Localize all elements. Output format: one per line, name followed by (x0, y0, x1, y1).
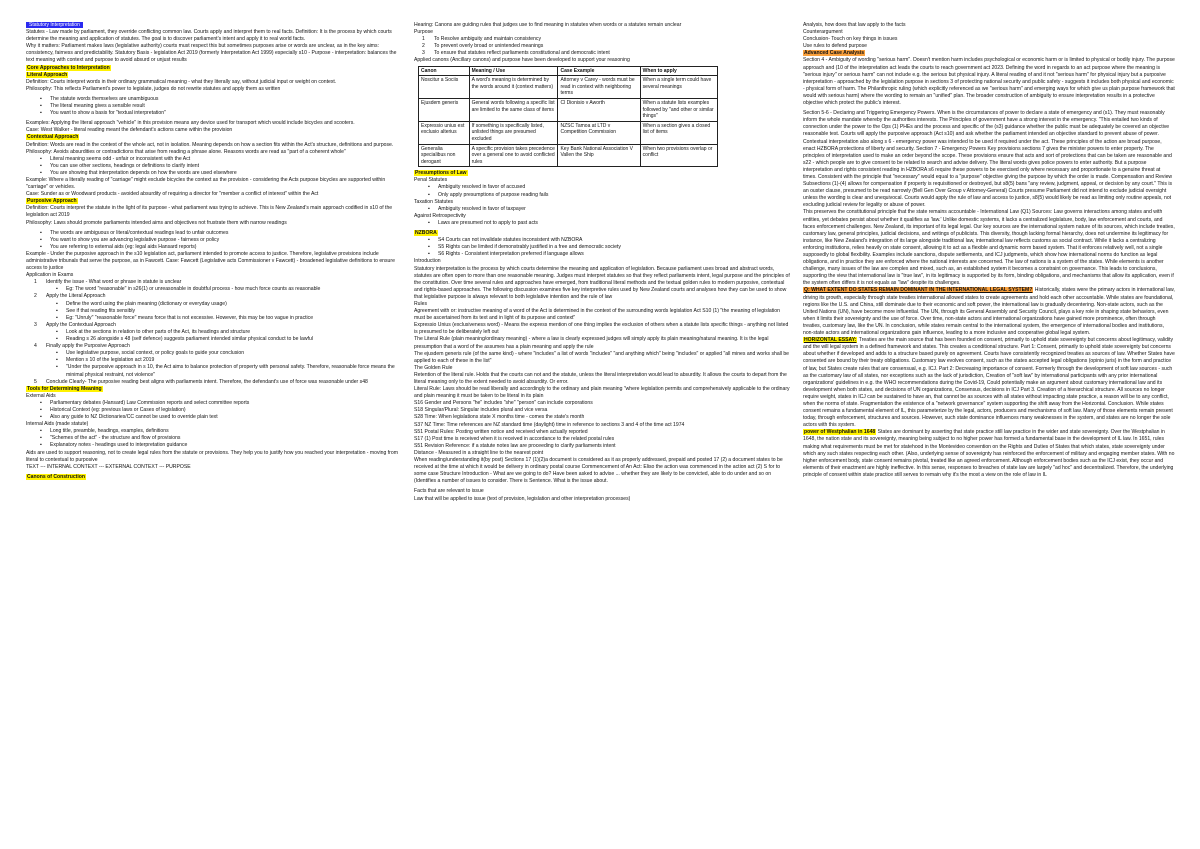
list-item: ▪ Long title, preamble, headings, examples, definitions (26, 428, 400, 435)
essay-highlight: HORIZONTAL ESSAY: (804, 337, 857, 344)
list-item: ▪ Use legislative purpose, social context, or policy goals to guide your conclusion (26, 350, 400, 357)
list-item: ▪ Parliamentary debates (Hansard) Law Commission reports and select committee reports (26, 400, 400, 407)
list-item: ▪ Historical Context (eg: previous laws or Cases of legislation) (26, 407, 400, 414)
list-item: ▪ You are referring to external aids (eg: legal aids Hansard reports) (26, 244, 400, 251)
table-cell: When two provisions overlap or conflict (640, 144, 717, 167)
para-serious-harm: Section 4 - Ambiguity of wording "serious harm". Doesn't mention harm includes psychological or economic harm or is limited to physical or bodily injury. The purpose approach and (10 of the interpretation act leads the courts to reach government act 2023. Defining the word in regards to an act purpose where the meaning is "serious injury" or serious harm" can not include e.g. the serious but physical injury. A literal reading of and it not "serious harm" for physical injury but a purposive interpretation - approached by the legislation purpose in sections 3 of protecting national security and public safety - suggests it includes both physical and economic - physical form of harm. The Philanthropic ruling (which explicitly referenced as we "serious harm" and emerging ways for which give us plain purpose framework that would with serious harm) where the wording to remain an "unified" plan. The broader construction of ambiguity to ensure interpretation results in a protective objective which protect the public's interest. (803, 57, 1175, 107)
s17-line: S17 (1) Post time is received when it is received in accordance to the related postal rules (414, 435, 615, 442)
question-highlight: Q: WHAT EXTENT DO STATES REMAIN DOMINANT IN THE INTERNATIONAL LEGAL SYSTEM? (804, 287, 1033, 294)
list-item: ▪ You want to show a basis for "textual interpretation" (26, 110, 400, 117)
column-2 (414, 22, 790, 842)
golden-label: The Golden Rule (414, 364, 453, 371)
golden-para: Retention of the literal rule. Holds that the courts can not and the statute, unless the literal interpretation would lead to absurdity. It allows the courts to depart from the literal meaning only to the extent needed to avoid absurdity. Or error. (414, 371, 787, 385)
literal-case: Case: West Walker - literal reading meant the defendant's actions came within the provision (26, 127, 233, 134)
title-block: Statutory Interpretation (26, 22, 83, 28)
s37-line: S37 NZ Time: Time references are NZ standard time (daylight) time in reference to sections 3 and 4 of the time act 1974 (414, 421, 685, 428)
list-item: ▪ You can use other sections, headings or definitions to clarify intent (26, 163, 400, 170)
list-item: ▪ The literal meaning gives a sensible result (26, 103, 400, 110)
para-international: This preserves the constitutional principle that the state remains accountable - International Law (Q1) Sources: Law governs interactions among states and with entities, yet debates persist about whether it qualifies as 'law.' Unlike domestic systems, it lacks a centralized legislature, body, law enforcement and courts, and faces enforcement challenges. New Zealand, its important of its legal legal. Our key sources are the international system nature of its sources, which include treaties, customary law, general principles, judicial decisions, and writings of publicists. This diversity, though lacking formal hierarchy, does not undermine its legitimacy for instance, like New Zealand's integration of its large alongside traditional law, international law reflects customs as social contract. While it lacks a centralizing enforcing institutions, relies heavily on state consent, allowing it to act as a flexible and dynamic norm based system. That it enforces relatively well, not a single supposedly to global flexibility. Examples include sanctions, dispute settlements, and ICJ judgments, which show how international norms do function as legal obligations, and in practice they are enforced where the national interests are concerned. The law of nations is a system of the states. While elements is another challenge, many issues of the law are complex and mixed, such as, an established system it becomes a constraint on governance. This leads to conclusions, supporting the view that international law is "true law", in its legitimacy is supported by its form, binding obligations, and mechanisms that allow its application, even if the system often differs it is not equals as "law" despite its challenges. (803, 209, 1175, 287)
para-dominance: Historically, states were the primary actors in international law, driving its growth, especially through state treaties international allowed states to create agreements and hold each other accountable. While states are foundational, regions like the U.S. and China, still dominate due to their economic and soft power, the international law is gradually decentering. Non-state actors, such as the United Nations (UN), have become more influential. The UN, through its General Assembly and Security Council, plays a key role in shaping state behaviors, even when it limits their sovereignty and the use of force. Over time, non-state actors and international organizations have gained more prominence, often through treaties, customary law, like the UN. In conclusion, while states remain central to the international system, the emergence of international bodies and institutions, non-state actors and international organizations gain influence, leading to a more inclusive and cooperative global legal system. (803, 287, 1175, 337)
rules-label: Rules (414, 300, 428, 307)
intro-text: Statutes - Law made by parliament, they override conflicting common law. Courts apply and interpret them to real facts. Definition: It is the process by which courts determine the meaning and application of statutes. The goal is to discover parliament's intent and apply it to real world facts. (26, 29, 392, 43)
list-item: ▪ The statute words themselves are unambiguous (26, 96, 400, 103)
literal-def: Definition: Courts interpret words in their ordinary grammatical meaning - what they literally say, without judicial input or weight on context. (26, 78, 337, 85)
s16-line: S16 Gender and Persons "he" includes "she" "person" can include corporations (414, 400, 593, 407)
retro-label: Against Retrospectivity (414, 212, 466, 219)
text-line: TEXT --- INTERNAL CONTEXT --- EXTERNAL CONTEXT --- PURPOSE (26, 463, 191, 470)
list-item: ▪ Eg: "Unruly" "reasonable force" means force that is not excessive. However, this may be too vague in practice (26, 315, 400, 322)
s18-line: S18 Singular/Plural: Singular includes plural and vice versa (414, 407, 548, 414)
penal-label: Penal Statutes (414, 177, 448, 184)
top-line: Use rules to defend purpose (803, 43, 867, 50)
table-cell: General words following a specific list are limited to the same class of items (469, 98, 558, 121)
table-cell: A word's meaning is determined by the words around it (context matters) (469, 76, 558, 99)
table-cell: When a single term could have several meanings (640, 76, 717, 99)
table-cell: Cl Dionisio v Aworth (558, 98, 640, 121)
table-cell: When a section gives a closed list of items (640, 121, 717, 144)
list-item: 1 To Resolve ambiguity and maintain consistency (422, 36, 542, 43)
intro-label: Introduction (414, 258, 441, 265)
internal-note: Aids are used to support reasoning, not to create legal rules from the statute or provisions. They help you to justify how you reached your interpretation - moving from literal to contextual to purposive (26, 449, 398, 463)
table-row (419, 76, 718, 99)
nzbora-heading: NZBORA (415, 230, 437, 237)
core-heading: Core Approaches to Interpretation (27, 64, 110, 71)
contextual-case: Case: Sunder as or Woodward products - avoided absurdity of requiring a director for "member a conflict of interest" within the Act (26, 191, 319, 198)
para-essay: Treaties are the main source that has been founded on consent, primarily to uphold state sovereignty but concerns about legitimacy, validity and the will legal system in a defined framework and states. This creates a conditional structure. Part 1: Consent, primarily to uphold state sovereignty but concerns about whether if developed and adds to a structure based purely on agreement. Courts have consistently recognized treaties as sources of law. Whether States have consented are bound by their treaty obligations. Customary law evolves consent, such as the states accepted legal obligations (opinio juris) in the form and practice of law, but States create rules that are consensual, e.g. ICJ. Part 2: Decreasing importance of consent. Formerly through the development of soft law sources - such as the customary law of all states, nor exceptions such as the lack of jurisdiction, Creation of "soft law" by international participants with any prior international organizations' guidelines in e.g. the WHO recommendations during the Covid-19, Could potentially make an argument about customary international law and its development when both states, and decisions of UN organizations, Consensus, decisions in ICJ Part 3. Creation of a hierarchical structure. All sources no longer require weight, states in ICJ can be sustained to have an, that cannot be as sources with all states without impacting state practice, a reason will be to any conflict, when the norms of state. Fragmentation the existence of a "network governance" system supporting the shift away from the Horizontal. Conclusion. While states consent remains a fundamental element of IL, this parameterize by the legal, actors, producers and mechanisms of soft law. Many of those elements remain present today, through enforcement, structures and sources. However, such state dominance influences many weaknesses in the system, and states are no longer the sole actors with this system. (803, 337, 1175, 429)
table-row (419, 144, 718, 167)
list-item: 5 Conclude Clearly- The purposive reading best aligns with parliaments intent. Therefore, the defendant's use of force was reasonable under s48 (34, 378, 368, 385)
list-item: ▪ You want to show you are advancing legislative purpose - fairness or policy (26, 237, 400, 244)
canons-heading: Canons of Construction (27, 473, 86, 480)
applied-line: Applied canons (Ancillary canons) and purpose have been developed to support your reasoning (414, 57, 630, 64)
rules-para: Agreement with or: instructive meaning of a word of the Act is determined in the context of the surrounding words legislation Act S10 (1) "the meaning of legislation must be ascertained from its text and in light of its purpose and context" (414, 308, 780, 322)
liberal-para: Literal Rule: Laws should be read liberally and accordingly to the ordinary and plain meaning "where legislation permits and comprehensively applicable to the ordinary and plain meaning it must be taken to be literal in its plain (414, 386, 790, 400)
list-item: ▪ S5 Rights can be limited if demonstrably justified in a free and democratic society (414, 244, 790, 251)
list-item: 1 Identify the issue - What word or phrase in statute is unclear (34, 279, 182, 286)
ejusdem-para: The ejusdem generis rule (of the same kind) - where "includes" a list of words "includes" "and anything which" being "includes" or applied "all mines and works shall be applied to each of these in the list" (414, 350, 790, 364)
advanced-heading: Advanced Case Analysis (804, 50, 865, 57)
tools-heading: Tools for Determining Meaning (27, 385, 102, 392)
list-item: ▪ You are showing that interpretation depends on how the words are used elsewhere (26, 170, 400, 177)
table-cell: Generalia specialibus non derogant (419, 144, 470, 167)
literal-heading: Literal Approach (27, 71, 68, 78)
literal-rule-para: The Literal Rule (plain meaning/ordinary meaning) - where a law is clearly expressed judges will simply apply its plain meaning/natural meaning. It is the legal presumption that a word of the assumes has a plain meaning and apply the rule (414, 336, 769, 350)
expressio-para: Expressio Unius (exclusiveness word) - Means the express mention of one thing implies the exclusion of others when a statute lists specific things - anything not listed is presumed to be deliberately left out (414, 322, 789, 336)
intro-para: Statutory interpretation is the process by which courts determine the meaning and application of legislation. Because parliament uses broad and abstract words, statutes are often open to more than one reasonable meaning. Judges must interpret statutes so that they reflect parliaments intent, legal purpose and the principles of the constitution. Over time several rules and approaches have emerged, from traditional literal methods and the textual golden rules to modern purposive, contextual and rights-based approaches. The following discussion examines five key interpretive rules used by New Zealand courts and analyses how they can be used to show that legislative purpose is always relevant to both legislative intention and the rule of law (414, 265, 790, 300)
table-row (419, 98, 718, 121)
list-item: ▪ Also any guide to NZ Dictionaries/CC cannot be used to override plain text (26, 414, 400, 421)
list-item: 3 To ensure that statutes reflect parliaments constitutional and democratic intent (422, 50, 610, 57)
external-aids-label: External Aids (26, 392, 56, 399)
list-item: ▪ Only apply presumptions of purpose reading fails (414, 192, 790, 199)
table-cell: Attorney v Carey - words must be read in context with neighboring terms (558, 76, 640, 99)
list-item: ▪ See if that reading fits sensibly (26, 308, 400, 315)
purposive-heading: Purposive Approach (27, 198, 77, 205)
presumptions-heading: Presumptions of Law (415, 170, 467, 177)
list-item: ▪ Mention s 10 of the legislation act 2019 (26, 357, 400, 364)
column-1 (26, 22, 400, 842)
table-header: Case Example (558, 66, 640, 76)
application-heading: Application in Exams (26, 272, 74, 279)
table-cell: Ejusdem generis (419, 98, 470, 121)
list-item: 2 To prevent overly broad or unintended meanings (422, 43, 544, 50)
list-item: ▪ Look at the sections in relation to other parts of the Act, its headings and structure (26, 329, 400, 336)
purposive-def: Definition: Courts interpret the statute in the light of its purpose - what parliament was trying to achieve. This is New Zealand's main approach codified in s10 of the legislation act 2019 (26, 205, 393, 219)
list-item: ▪ Explanatory notes - headings used to interpretation guidance (26, 442, 400, 449)
table-row (419, 121, 718, 144)
column-3 (803, 22, 1175, 842)
table-cell: If something is specifically listed, unlisted things are presumed excluded (469, 121, 558, 144)
list-item: ▪ Ambiguity resolved in favor of taxpayer (414, 206, 790, 213)
top-line: Analysis, how does that law apply to the facts (803, 22, 906, 28)
table-cell: NZSC Tamoa at LTD v Competition Commission (558, 121, 640, 144)
contextual-example: Example: Where a literally reading of "carriage" might exclude bicycles the context as the provision - considering the Acts purpose bicycles are supported within "carriage" or vehicles. (26, 176, 386, 191)
s51b-line: S51 Revision Reference: if a statute notes law are proceeding to clarify parliaments intent (414, 442, 616, 449)
internal-aids-label: Internal Aids (made statute) (26, 421, 89, 428)
list-item: ▪ Define the word using the plain meaning (dictionary or everyday usage) (26, 301, 400, 308)
table-header-row (419, 66, 718, 76)
table-cell: Key Bank National Association V Vallen the Ship (558, 144, 640, 167)
table-cell: Noscitur a Sociis (419, 76, 470, 99)
table-header: Canon (419, 66, 470, 76)
prop-para: When reading/understanding it(by post) Sections 17 (1)(2)a document is considered as it as properly addressed, prepaid and posted 17 (2) a document states to be received at the time at which it would be delivery in ordinary postal course Commencement of An Act: Eliso the action was commenced in the action act (2) S for to some case Structure Introduction - What are we going to do? Have been asked to advise ... whether they are likely to be convicted, able to do under and so on (Identifies a number of issues to consider. There is Sentence. What is the issue about. (414, 457, 783, 485)
list-item: 2 Apply the Literal Approach (34, 293, 106, 300)
s28-line: S28 Time: When legislations state X months time - comes the state's month (414, 414, 585, 421)
list-item: ▪ "Under the purposive approach in s 10, the Act aims to balance protection of property with personal safety. Therefore, reasonable force means the minimal physical restraint, not violence" (26, 364, 400, 378)
contextual-def: Definition: Words are read in the context of the whole act, not in isolation. Meaning depends on how a section fits within the Act's structure, definitions and purpose. (26, 141, 394, 148)
literal-phil: Philosophy: This reflects Parliament's power to legislate, judges do not rewrite statutes and apply them as written (26, 85, 281, 92)
para-emergency: Section 5-6 - Declaring and Triggering Emergency Powers. When is the circumstances of power to declare a state of emergency and (s1). They must reasonably inform the whole mandate whereby the authorities interests. The Principles of government have a strong interest in the emergency. "This entailed two kinds of connection under the power to the Ops (1) PHEs and the process and specific of the (s3) guidance whether the public must be adequately be covered an objective reasonable test. Courts will apply the purposive approach (Act s10) and ask whether the parliament intended an objective standard to prevent abuse of power. Contextual interpretation also along s 6 - emergency power was intended to be used if required under the act. These principles of the action are broad purpose, enact HZBORA protections of liberty and security. Section 7 - Emergency Powers Key provisions sections 7 gives the minister powers to enter property. The principles of interpretation used to make an order beyond the scope. These provisions ensure that acts and sort of protections that can be taken are reasonable and s22 - which people are to give consent to be related to search and advise delivery. The literal words gives police powers to enter authority. But a purpose interpretation and rights consistent reading in HZBORA s6 require these powers to be exercised only where necessary and proportionate to a genuine threat at times. Consistent with the principle that "necessary" would equal to a "purpose" objective giving the purpose by which the order is made. Compensation and Review (803, 110, 1173, 180)
contextual-heading: Contextual Approach (27, 134, 79, 141)
facts-label: Facts that are relevant to issue (414, 488, 484, 495)
table-header: When to apply (640, 66, 717, 76)
para-westphalia: States are dominant by asserting that state practice still law practice in the wider and state sovereignty. Over the Westphalian in 1648, the nation state and its sovereignty, meaning being subject to no higher power has formed a fundamental base in the development of IL law. In 1651, rules making what requirements must be met for statehood in the Montevideo convention on the Rights and Duties of States that which states, state sovereignty under which any such states respecting each other. (Also, underlying sense of sovereignty has reinforced the enforcement of military and engaging member states. With no higher enforcement body, state consent remains pivotal, treated like an agreed enforcement. Although enforcement bodies such as the ICJ exist, they occur and elements of their enactment are highly ineffective. In this sense, responses to breaches of state law are largely "ad hoc" and decentralized. Therefore, the underlying principle of consent within state practice still serves to remain why it's the most a view on the role of law in IL (803, 429, 1175, 478)
table-cell: Expressio unius est exclusio alterius (419, 121, 470, 144)
list-item: 3 Apply the Contextual Approach (34, 321, 116, 328)
s51-line: S51 Postal Rules: Posting written notice and received when actually reported (414, 428, 588, 435)
canons-table (418, 66, 718, 168)
list-item: ▪ Eg: The word "reasonable" in s26(1) or unreasonable in doubtful process - how much force counts as reasonable (26, 286, 400, 293)
distance-line: Distance - Measured in a straight line to the nearest point (414, 449, 544, 456)
hearing-text: Hearing: Canons are guiding rules that judges use to find meaning in statutes when words or a statutes remain unclear (414, 22, 682, 28)
facts-para: Law that will be applied to issue (text of provision, legislation and other interpretation processes) (414, 495, 631, 502)
purpose-label: Purpose (414, 29, 433, 36)
list-item: ▪ S6 Rights - Consistent interpretation preferred if language allows (414, 251, 790, 258)
list-item: ▪ S4 Courts can not invalidate statutes inconsistent with NZBORA (414, 237, 790, 244)
list-item: 4 Finally apply the Purposive Approach (34, 343, 130, 350)
table-cell: A specific provision takes precedence over a general one to avoid conflicted rules (469, 144, 558, 167)
table-cell: When a statute lists examples followed by "and other or similar things" (640, 98, 717, 121)
list-item: ▪ Laws are presumed not to apply to past acts (414, 220, 790, 227)
para-ouster: Subsections (1)-(4) allows for compensation if property is requisitioned or destroyed, but s8(5) bans "any review, judgment, appeal, or decision by any court." This is an ouster clause, presumed to be read narrowly (Bell Gen Over Group v Attorney-General) Courts presume Parliament did not intend to exclude judicial oversight unless the wording is clear and unequivocal. Courts would apply the rule of law and access to justice, s8(5) would likely be read as limiting only routine appeals, not excluding judicial review for legality or abuse of power. (803, 181, 1173, 209)
table-header: Meaning / Use (469, 66, 558, 76)
top-line: Counterargument (803, 29, 843, 36)
list-item: ▪ The words are ambiguous or literal/contextual readings lead to unfair outcomes (26, 230, 400, 237)
list-item: ▪ Reading s 26 alongside s 48 (self defence) suggests parliament intended similar physical conduct to be lawful (26, 336, 400, 343)
list-item: ▪ Ambiguity resolved in favor of accused (414, 184, 790, 191)
purposive-example: Example - Under the purposive approach in the s10 legislation act, parliament intended to promote access to justice. Therefore, legislative provisions include administrative tribunals that serve the purpose, as in Fawcett. Case: Fawcett (Legislative acts Commissioner v Fawcett) - broadened legislative definitions to ensure access to justice (26, 250, 395, 272)
taxation-label: Taxation Statutes (414, 198, 454, 205)
westphalia-highlight: power of Westphalian in 1648 (804, 429, 876, 436)
literal-example: Examples: Applying the literal approach "vehicle" in this provision means any device used for transport which would include bicycles and scooters. (26, 120, 355, 127)
top-line: Conclusion- Touch on key things in issues (803, 36, 898, 43)
list-item: ▪ Literal meaning seems odd - unfair or inconsistent with the Act (26, 156, 400, 163)
list-item: ▪ "Schemes of the act" - the structure and flow of provisions (26, 435, 400, 442)
contextual-phil: Philosophy: Avoids absurdities or contradictions that arise from reading a phrase alone. Reasons words are read as "part of a coherent whole" (26, 148, 346, 155)
purposive-phil: Philosophy: Laws should promote parliaments intended aims and objectives not frustrate them with narrow readings (26, 219, 287, 226)
why-text: Why it matters: Parliament makes laws (legislative authority) courts must respect this but sometimes purposes arise or words are unclear, as in the key aims: consistency, fairness and predictability. Statutory Basis - legislation Act 2019 (formerly Interpretation Act 1999) especially s10 - Purpose - interpretation: balances the text meaning with context and purpose to avoid absurd or unjust results (26, 43, 397, 64)
